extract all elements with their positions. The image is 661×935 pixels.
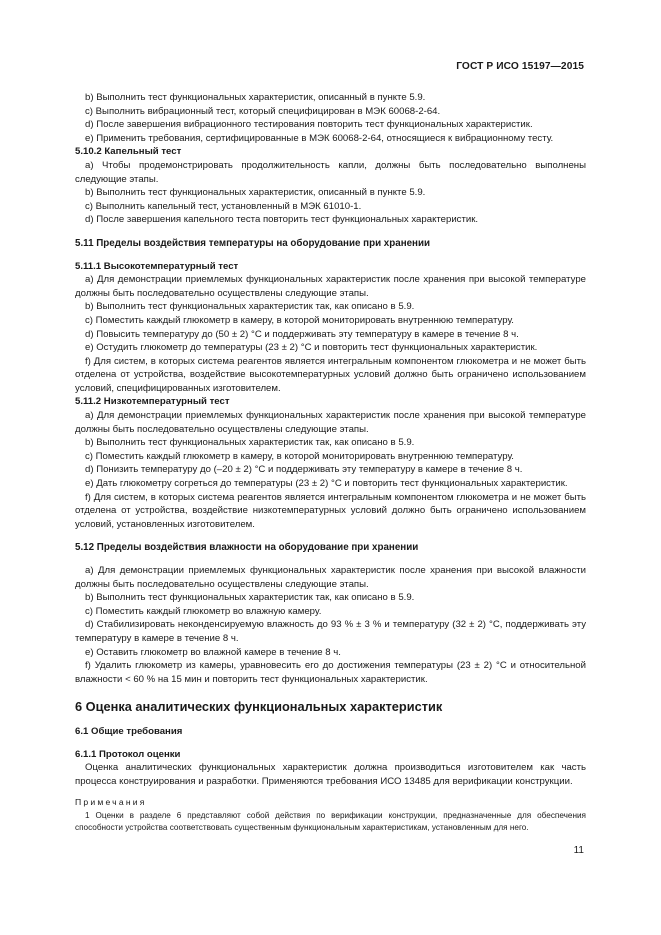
paragraph: e) Применить требования, сертифицированные в МЭК 60068-2-64, относящиеся к вибрационному тесту. [85,132,554,144]
section-5-10-2 [75,159,586,227]
document-body [75,91,586,833]
paragraph: b) Выполнить тест функциональных характеристик, описанный в пункте 5.9. [85,187,426,199]
heading-5-11-1: 5.11.1 Высокотемпературный тест [75,260,239,272]
heading-6: 6 Оценка аналитических функциональных характеристик [75,699,443,715]
heading-5-12: 5.12 Пределы воздействия влажности на оборудование при хранении [75,542,419,554]
heading-5-11: 5.11 Пределы воздействия температуры на оборудование при хранении [75,237,431,249]
heading-5-10-2: 5.10.2 Капельный тест [75,146,182,158]
paragraph: c) Выполнить капельный тест, установленный в МЭК 61010-1. [85,200,362,212]
paragraph: a) Для демонстрации приемлемых функциональных характеристик после хранения при высокой температуре должны быть последовательно осуществлены следующие этапы. [75,410,586,435]
paragraph: c) Выполнить вибрационный тест, который специфицирован в МЭК 60068-2-64. [85,105,441,117]
page-number: 11 [573,845,584,856]
paragraph: a) Для демонстрации приемлемых функциональных характеристик после хранения при высокой температуре должны быть последовательно осуществлены следующие этапы. [75,274,586,299]
paragraph: d) Повысить температуру до (50 ± 2) °C и поддерживать эту температуру в камере в течение 8 ч. [85,328,519,340]
note-1: 1 Оценки в разделе 6 представляют собой действия по верификации конструкции, предназначенные для обеспечения способности устройства соответствовать существенным функциональным характеристикам, установленным для него. [75,810,586,832]
section-5-12 [75,564,586,686]
section-5-11-1 [75,273,586,395]
paragraph: e) Дать глюкометру согреться до температуры (23 ± 2) °C и повторить тест функциональных характеристик. [85,478,568,490]
paragraph: e) Оставить глюкометр во влажной камере в течение 8 ч. [85,646,341,658]
paragraph: c) Поместить каждый глюкометр во влажную камеру. [85,605,322,617]
notes-title: Примечания [75,797,147,808]
section-5-10-continued [75,91,586,145]
paragraph: Оценка аналитических функциональных характеристик должна производиться изготовителем как часть процесса конструирования и разработки. Применяются требования ИСО 13485 для верификации конструкции. [75,762,586,787]
paragraph: d) После завершения вибрационного тестирования повторить тест функциональных характеристик. [85,119,533,131]
standard-header: ГОСТ Р ИСО 15197—2015 [456,61,584,72]
section-5-11-2 [75,409,586,531]
paragraph: c) Поместить каждый глюкометр в камеру, в которой мониторировать внутреннюю температуру. [85,314,514,326]
heading-6-1: 6.1 Общие требования [75,725,183,737]
paragraph: b) Выполнить тест функциональных характеристик так, как описано в 5.9. [85,437,415,449]
paragraph: b) Выполнить тест функциональных характеристик, описанный в пункте 5.9. [85,92,426,103]
heading-5-11-2: 5.11.2 Низкотемпературный тест [75,396,230,408]
paragraph: e) Остудить глюкометр до температуры (23 ± 2) °C и повторить тест функциональных характеристик. [85,342,538,354]
paragraph: d) Понизить температуру до (–20 ± 2) °C и поддерживать эту температуру в камере в течение 8 ч. [85,464,523,476]
paragraph: d) Стабилизировать неконденсируемую влажность до 93 % ± 3 % и температуру (32 ± 2) °C, поддерживать эту температуру в камере в течение 8 ч. [75,619,586,644]
paragraph: c) Поместить каждый глюкометр в камеру, в которой мониторировать внутреннюю температуру. [85,450,514,462]
paragraph: f) Для систем, в которых система реагентов является интегральным компонентом глюкометра и не может быть отделена от устройства, воздействие низкотемпературных условий должно быть ограничено использованием условий, установленных изготовителем. [75,491,586,530]
paragraph: a) Для демонстрации приемлемых функциональных характеристик после хранения при высокой влажности должны быть последовательно осуществлены следующие этапы. [75,565,586,590]
paragraph: f) Для систем, в которых система реагентов является интегральным компонентом глюкометра и не может быть отделена от устройства, воздействие высокотемпературных условий должно быть ограничено использованием условий, специфицированных изготовителем. [75,355,586,394]
heading-6-1-1: 6.1.1 Протокол оценки [75,748,181,760]
paragraph: f) Удалить глюкометр из камеры, уравновесить его до достижения температуры (23 ± 2) °C и относительной влажности < 60 % на 15 мин и повторить тест функциональных характеристик. [75,660,586,685]
paragraph: b) Выполнить тест функциональных характеристик так, как описано в 5.9. [85,592,415,604]
paragraph: a) Чтобы продемонстрировать продолжительность капли, должны быть последовательно выполнены следующие этапы. [75,159,586,185]
paragraph: b) Выполнить тест функциональных характеристик так, как описано в 5.9. [85,301,415,313]
paragraph: d) После завершения капельного теста повторить тест функциональных характеристик. [85,214,479,226]
